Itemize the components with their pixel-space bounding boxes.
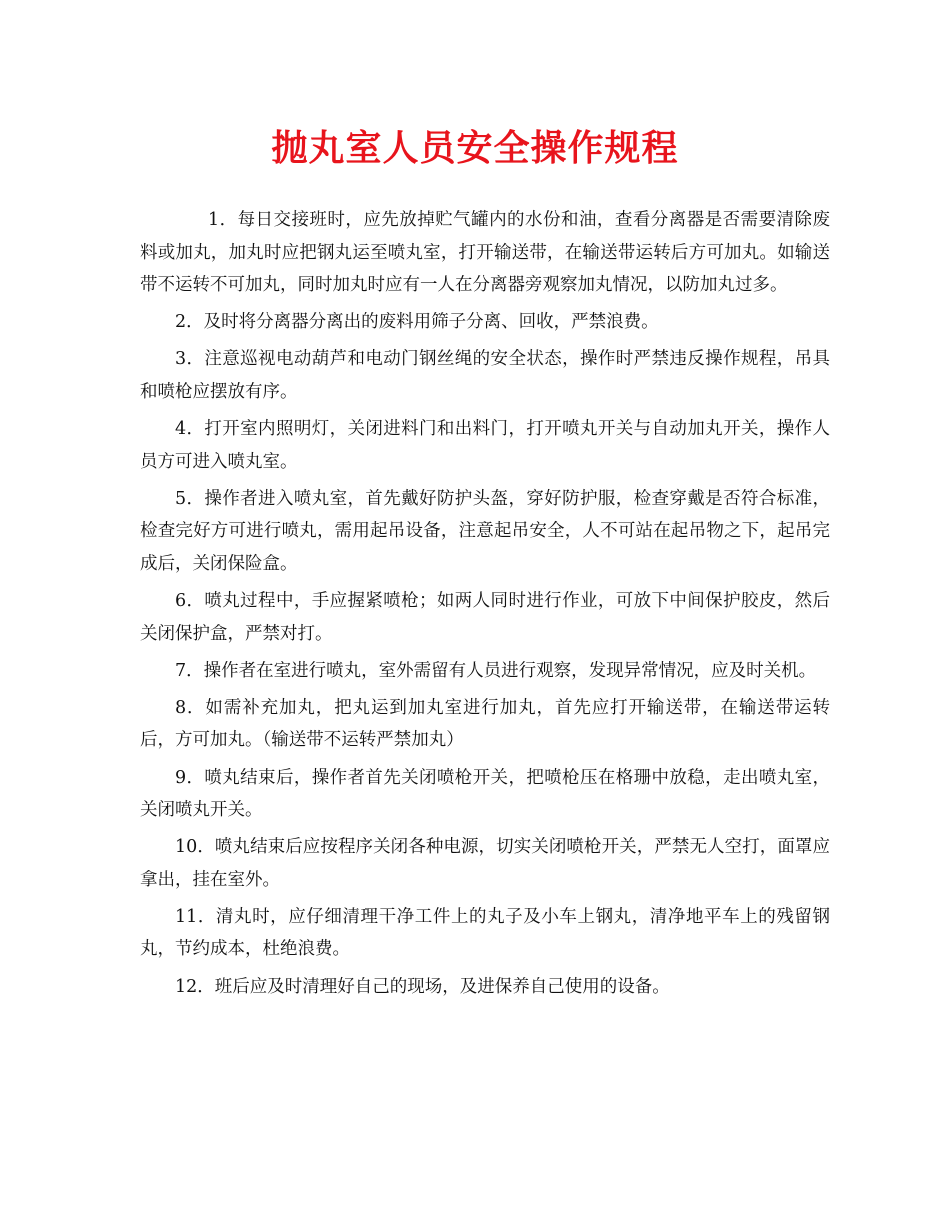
rule-paragraph-7: 7．操作者在室进行喷丸，室外需留有人员进行观察，发现异常情况，应及时关机。 <box>175 660 817 681</box>
rule-paragraph-5: 5．操作者进入喷丸室，首先戴好防护头盔，穿好防护服，检查穿戴是否符合标准，检查完好方可进行喷丸，需用起吊设备，注意起吊安全，人不可站在起吊物之下，起吊完成后，关闭保险盒。 <box>140 488 830 574</box>
rule-paragraph-9: 9．喷丸结束后，操作者首先关闭喷枪开关，把喷枪压在格珊中放稳，走出喷丸室，关闭喷丸开关。 <box>140 767 830 821</box>
rule-paragraph-1: 1．每日交接班时，应先放掉贮气罐内的水份和油，查看分离器是否需要清除废料或加丸，加丸时应把钢丸运至喷丸室，打开输送带，在输送带运转后方可加丸。如输送带不运转不可加丸，同时加丸时应有一人在分离器旁观察加丸情况，以防加丸过多。 <box>140 210 830 296</box>
rule-paragraph-6: 6．喷丸过程中，手应握紧喷枪；如两人同时进行作业，可放下中间保护胶皮，然后关闭保护盒，严禁对打。 <box>140 591 830 644</box>
rule-paragraph-2: 2．及时将分离器分离出的废料用筛子分离、回收，严禁浪费。 <box>175 312 659 333</box>
rule-paragraph-10: 10．喷丸结束后应按程序关闭各种电源，切实关闭喷枪开关，严禁无人空打，面罩应拿出，挂在室外。 <box>140 837 830 890</box>
document-title: 抛丸室人员安全操作规程 <box>271 128 679 169</box>
rule-paragraph-12: 12．班后应及时清理好自己的现场，及进保养自己使用的设备。 <box>175 976 670 997</box>
rule-paragraph-3: 3．注意巡视电动葫芦和电动门钢丝绳的安全状态，操作时严禁违反操作规程，吊具和喷枪应摆放有序。 <box>140 349 830 402</box>
rule-paragraph-4: 4．打开室内照明灯，关闭进料门和出料门，打开喷丸开关与自动加丸开关，操作人员方可进入喷丸室。 <box>140 419 830 472</box>
rule-paragraph-11: 11．清丸时，应仔细清理干净工件上的丸子及小车上钢丸，清净地平车上的残留钢丸，节约成本，杜绝浪费。 <box>140 906 830 960</box>
rule-paragraph-8: 8．如需补充加丸，把丸运到加丸室进行加丸，首先应打开输送带，在输送带运转后，方可加丸。（输送带不运转严禁加丸） <box>140 697 830 751</box>
document-body <box>140 204 830 1008</box>
